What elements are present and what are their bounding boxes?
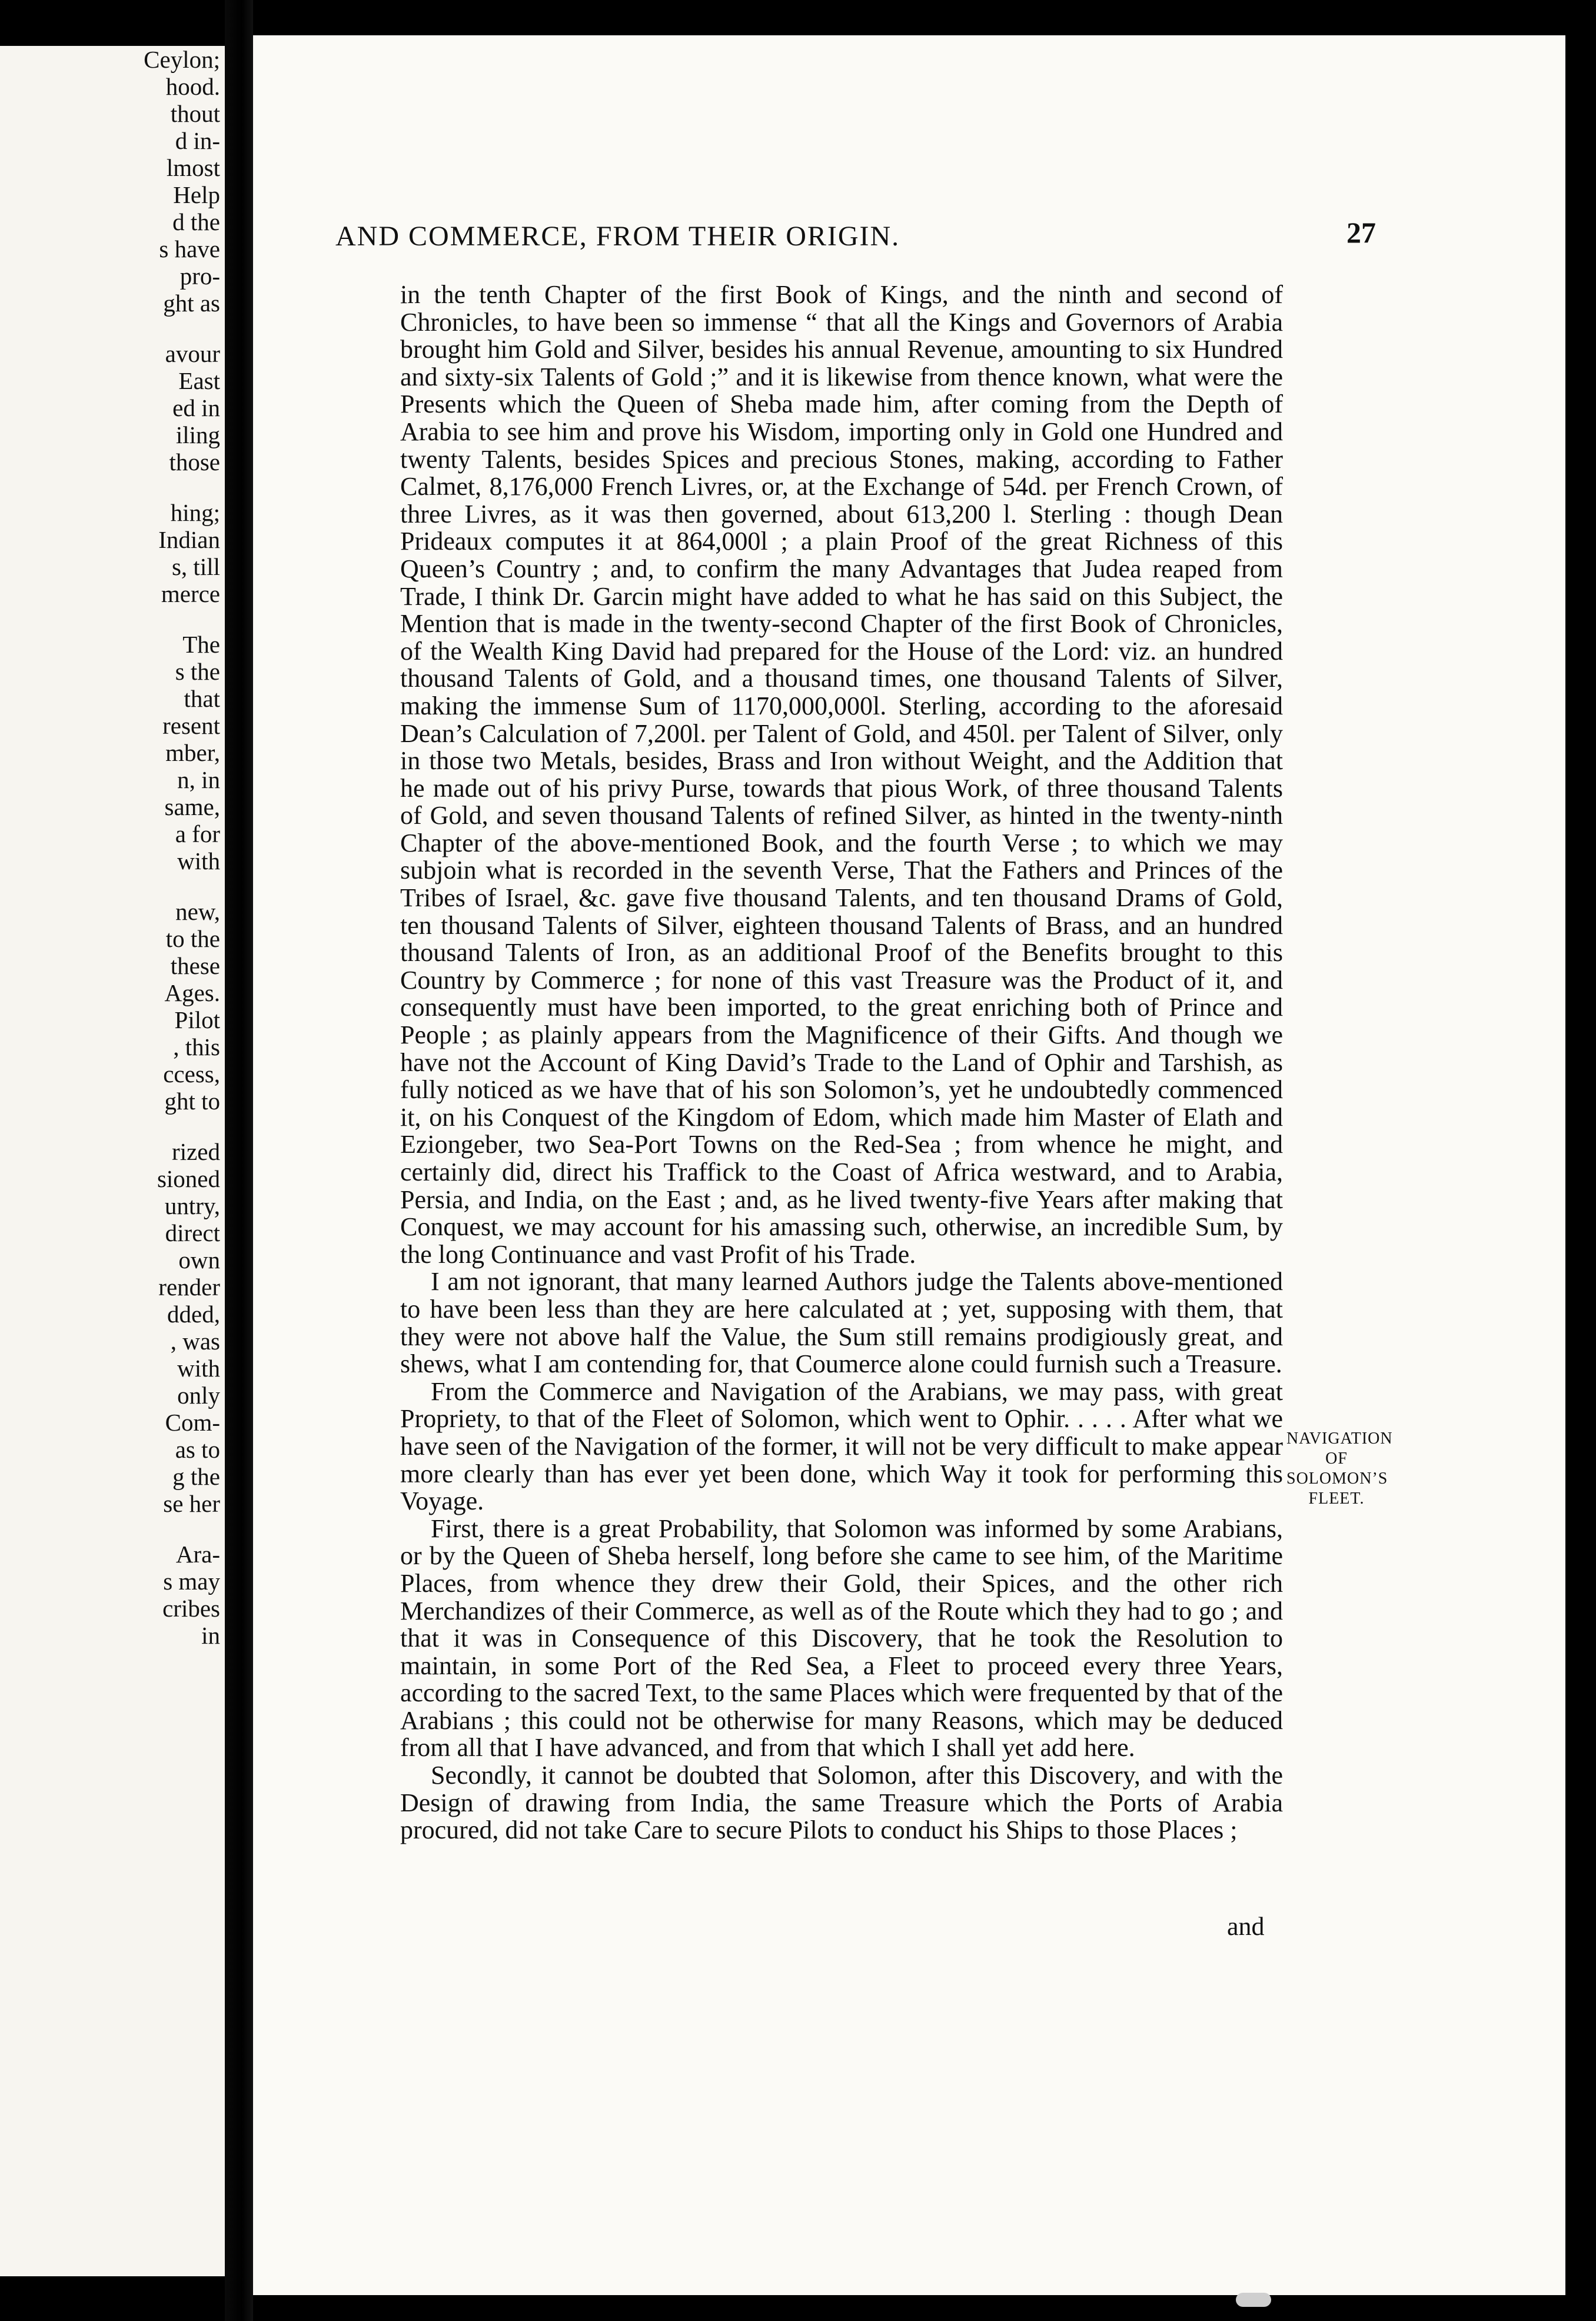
fragment-gap bbox=[8, 874, 220, 898]
previous-page-line-fragment: thout bbox=[170, 100, 220, 127]
previous-page bbox=[0, 46, 225, 2276]
previous-page-line-fragment: untry, bbox=[164, 1192, 220, 1219]
previous-page-line-fragment: s have bbox=[159, 235, 220, 262]
page-number: 27 bbox=[1346, 216, 1376, 249]
previous-page-line-fragment: Ceylon; bbox=[144, 46, 220, 73]
previous-page-line-fragment: with bbox=[177, 847, 220, 874]
previous-page-line-fragment: s the bbox=[175, 658, 220, 685]
previous-page-line-fragment: pro- bbox=[179, 262, 220, 290]
catchword: and bbox=[1227, 1912, 1265, 1941]
body-text bbox=[400, 281, 1283, 1844]
previous-page-line-fragment: to the bbox=[165, 925, 220, 952]
previous-page-line-fragment: East bbox=[178, 367, 220, 394]
previous-page-line-fragment: dded, bbox=[167, 1301, 220, 1328]
previous-page-line-fragment: hood. bbox=[165, 73, 220, 100]
previous-page-line-fragment: d in- bbox=[175, 127, 220, 154]
previous-page-line-fragment: direct bbox=[165, 1219, 220, 1246]
previous-page-line-fragment: Com- bbox=[165, 1409, 220, 1436]
previous-page-line-fragment: se her bbox=[163, 1490, 220, 1517]
previous-page-line-fragment: new, bbox=[175, 898, 220, 925]
previous-page-line-fragment: d the bbox=[172, 208, 220, 235]
previous-page-fragments bbox=[8, 46, 220, 1649]
paragraph: I am not ignorant, that many learned Authors judge the Talents above-mentioned to have been less than they are here calculated at ; yet, supposing with them, that they were not above half the Value, the Sum still remains prodigiously great, and shews, what I am contending for, that Coumerce alone could furnish such a Treasure. bbox=[400, 1267, 1283, 1379]
previous-page-line-fragment: these bbox=[170, 952, 220, 979]
paragraph: in the tenth Chapter of the first Book of Kings, and the ninth and second of Chronicles, to have been so immense “ that all the Kings and Governors of Arabia brought him Gold and Silver, besides his annual Revenue, amounting to six Hundred and sixty-six Talents of Gold ;” and it is likewise from thence known, what were the Presents which the Queen of Sheba made him, after coming from the Depth of Arabia to see him and prove his Wisdom, importing only in Gold one Hundred and twenty Talents, besides Spices and precious Stones, making, according to Father Calmet, 8,176,000 French Livres, or, at the Exchange of 54d. per French Crown, of three Livres, as it was then governed, about 613,200 l. Sterling : though Dean Prideaux computes it at 864,000l ; a plain Proof of the great Richness of this Queen’s Country ; and, to confirm the many Advantages that Judea reaped from Trade, I think Dr. Garcin might have added to what he has said on this Subject, the Mention that is made in the twenty-second Chapter of the first Book of Chronicles, of the Wealth King David had prepared for the House of the Lord: viz. an hundred thousand Talents of Gold, and a thousand times, one thousand Talents of Silver, making the immense Sum of 1170,000,000l. Sterling, according to the aforesaid Dean’s Calculation of 7,200l. per Talent of Gold, and 450l. per Talent of Silver, only in those two Metals, besides, Brass and Iron without Weight, and the Addition that he made out of his privy Purse, towards that pious Work, of three thousand Talents of Gold, and seven thousand Talents of refined Silver, as hinted in the twenty-ninth Chapter of the above-mentioned Book, and the fourth Verse ; to which we may subjoin what is recorded in the seventh Verse, That the Fathers and Princes of the Tribes of Israel, &c. gave five thousand Talents, and ten thousand Drams of Gold, ten thousand Talents of Silver, eighteen thousand Talents of Brass, and an hundred thousand Talents of Iron, as an additional Proof of the Benefits brought to this Country by Commerce ; for none of this vast Treasure was the Product of it, and consequently must have been imported, to the great enriching both of Prince and People ; as plainly appears from the Magnificence of their Gifts. And though we have not the Account of King David’s Trade to the Land of Ophir and Tarshish, as fully noticed as we have that of his son Solomon’s, yet he undoubtedly commenced it, on his Conquest of the Kingdom of Edom, which made him Master of Elath and Eziongeber, two Sea-Port Towns on the Red-Sea ; from whence he might, and certainly did, direct his Traffick to the Coast of Africa westward, and to Arabia, Persia, and India, on the East ; and, as he lived twenty-five Years after making that Conquest, we may account for his amassing such, otherwise, an incredible Sum, by the long Continuance and vast Profit of his Trade. bbox=[400, 280, 1283, 1269]
previous-page-line-fragment: resent bbox=[162, 712, 220, 739]
previous-page-line-fragment: ccess, bbox=[163, 1060, 220, 1088]
previous-page-line-fragment: in bbox=[201, 1622, 220, 1649]
previous-page-line-fragment: The bbox=[182, 631, 220, 658]
previous-page-line-fragment: those bbox=[169, 448, 220, 475]
previous-page-line-fragment: same, bbox=[164, 793, 220, 820]
previous-page-line-fragment: n, in bbox=[177, 766, 220, 793]
previous-page-line-fragment: ght to bbox=[164, 1088, 220, 1115]
previous-page-line-fragment: Help bbox=[173, 181, 220, 208]
previous-page-line-fragment: own bbox=[178, 1246, 220, 1273]
previous-page-line-fragment: ed in bbox=[172, 394, 220, 421]
previous-page-line-fragment: Ara- bbox=[175, 1541, 220, 1568]
previous-page-line-fragment: , was bbox=[170, 1328, 220, 1355]
previous-page-line-fragment: , this bbox=[173, 1033, 220, 1060]
previous-page-line-fragment: merce bbox=[161, 580, 220, 607]
previous-page-line-fragment: g the bbox=[172, 1463, 220, 1490]
previous-page-line-fragment: hing; bbox=[170, 499, 220, 526]
previous-page-line-fragment: ght as bbox=[163, 290, 220, 317]
previous-page-line-fragment: with bbox=[177, 1355, 220, 1382]
previous-page-line-fragment: Pilot bbox=[174, 1006, 220, 1033]
book-gutter bbox=[225, 0, 253, 2321]
previous-page-line-fragment: only bbox=[177, 1382, 220, 1409]
previous-page-line-fragment: sioned bbox=[157, 1165, 220, 1192]
previous-page-line-fragment: as to bbox=[175, 1436, 220, 1463]
paragraph: First, there is a great Probability, that Solomon was informed by some Arabians, or by the Queen of Sheba herself, long before she came to see him, of the Maritime Places, from whence they drew their Gold, their Spices, and the other rich Merchandizes of their Commerce, as well as of the Route which they had to go ; and that it was in Consequence of this Discovery, that he took the Resolution to maintain, in some Port of the Red Sea, a Fleet to proceed every three Years, according to the sacred Text, to the same Places which were frequented by that of the Arabians ; this could not be otherwise for many Reasons, which may be deduced from all that I have advanced, and from that which I shall yet add here. bbox=[400, 1514, 1283, 1763]
fragment-gap bbox=[8, 607, 220, 631]
previous-page-line-fragment: iling bbox=[175, 421, 220, 448]
fragment-gap bbox=[8, 317, 220, 340]
previous-page-line-fragment: a for bbox=[175, 820, 220, 847]
previous-page-line-fragment: lmost bbox=[166, 154, 220, 181]
library-stamp bbox=[1236, 2293, 1271, 2307]
paragraph: From the Commerce and Navigation of the Arabians, we may pass, with great Propriety, to that of the Fleet of Solomon, which went to Ophir. . . . . After what we have seen of the Navigation of the former, it will not be very difficult to make appear more clearly than has ever yet been done, which Way it took for performing this Voyage. bbox=[400, 1376, 1283, 1516]
margin-note: NAVIGATION OF SOLOMON’S FLEET. bbox=[1286, 1429, 1393, 1508]
previous-page-line-fragment: that bbox=[184, 685, 220, 712]
previous-page-line-fragment: mber, bbox=[165, 739, 220, 766]
previous-page-line-fragment: rized bbox=[172, 1138, 220, 1165]
previous-page-line-fragment: Indian bbox=[158, 526, 220, 553]
fragment-gap bbox=[8, 1115, 220, 1138]
previous-page-line-fragment: render bbox=[158, 1273, 220, 1301]
previous-page-line-fragment: s, till bbox=[171, 553, 220, 580]
previous-page-line-fragment: cribes bbox=[162, 1595, 220, 1622]
paragraph: Secondly, it cannot be doubted that Solomon, after this Discovery, and with the Design of drawing from India, the same Treasure which the Ports of Arabia procured, did not take Care to secure Pilots to conduct his Ships to those Places ; bbox=[400, 1761, 1283, 1845]
previous-page-line-fragment: s may bbox=[163, 1568, 220, 1595]
previous-page-line-fragment: avour bbox=[165, 340, 220, 367]
running-head: AND COMMERCE, FROM THEIR ORIGIN. bbox=[335, 221, 900, 252]
fragment-gap bbox=[8, 475, 220, 499]
fragment-gap bbox=[8, 1517, 220, 1541]
previous-page-line-fragment: Ages. bbox=[164, 979, 220, 1006]
